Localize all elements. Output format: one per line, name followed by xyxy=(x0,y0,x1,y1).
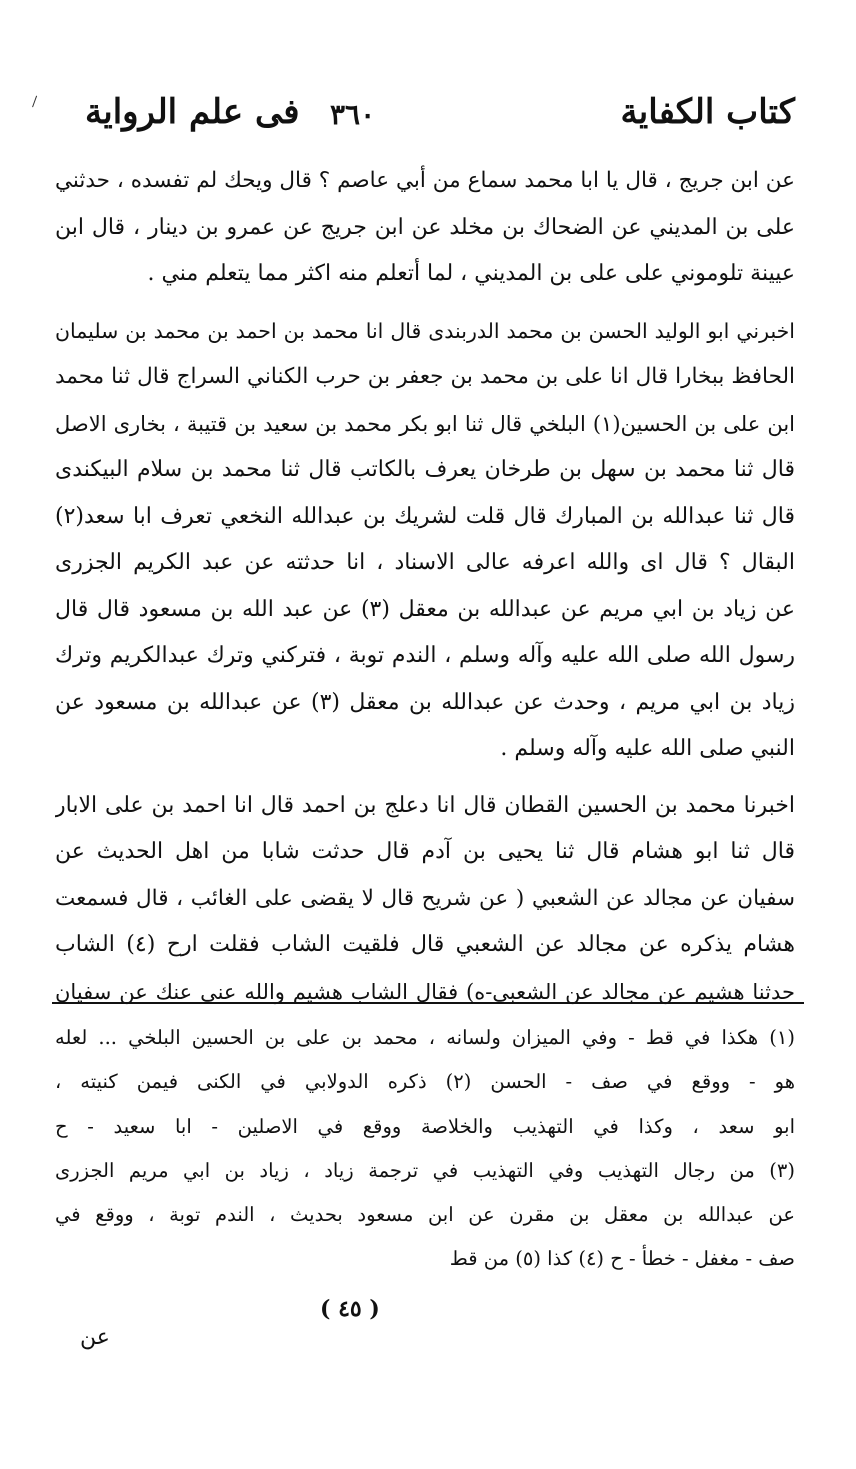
text-line: على بن المديني عن الضحاك بن مخلد عن ابن جريج عن عمرو بن دينار ، قال ابن xyxy=(55,214,795,240)
text-line: البقال ؟ قال اى والله اعرفه عالى الاسناد ، انا حدثته عن عبد الكريم الجزرى xyxy=(55,550,795,575)
footnotes xyxy=(55,1016,795,1282)
text-line: عيينة تلوموني على على بن المديني ، لما أتعلم منه اكثر مما يتعلم مني . xyxy=(147,261,795,286)
footnote-line: (٣) من رجال التهذيب وفي التهذيب في ترجمة زياد ، زياد بن ابي مريم الجزرى xyxy=(55,1158,795,1182)
text-line: قال ثنا محمد بن سهل بن طرخان يعرف بالكاتب قال ثنا محمد بن سلام البيكندى xyxy=(55,457,795,482)
catchword: عن xyxy=(80,1325,110,1350)
footnote-line: هو - ووقع في صف - الحسن (٢) ذكره الدولابي في الكنى فيمن كنيته ، xyxy=(55,1070,795,1094)
text-line: رسول الله صلى الله عليه وآله وسلم ، الندم توبة ، فتركني وترك عبدالكريم وترك xyxy=(55,643,795,668)
book-title: كتاب الكفاية xyxy=(620,92,795,132)
margin-mark xyxy=(32,96,40,109)
paragraph-1 xyxy=(55,158,795,298)
text-line: حدثنا هشيم عن مجالد عن الشعبي-ه) فقال الشاب هشيم والله عنى عنك عن سفيان xyxy=(55,979,795,1004)
text-line: قال ثنا عبدالله بن المبارك قال قلت لشريك بن عبدالله النخعي تعرف ابا سعد(٢) xyxy=(55,503,795,529)
text-line: عن زياد بن ابي مريم عن عبدالله بن معقل (٣) عن عبد الله بن مسعود قال قال xyxy=(55,596,795,622)
text-line: اخبرني ابو الوليد الحسن بن محمد الدربندى قال انا محمد بن احمد بن محمد بن سليمان xyxy=(55,318,795,343)
text-line: عن ابن جريج ، قال يا ابا محمد سماع من أبي عاصم ؟ قال ويحك لم تفسده ، حدثني xyxy=(55,168,795,193)
text-line: هشام يذكره عن مجالد عن الشعبي قال فلقيت الشاب فقلت ارح (٤) الشاب xyxy=(55,932,795,957)
main-text xyxy=(55,158,795,1015)
footnote-line: عن عبدالله بن معقل بن مقرن عن ابن مسعود بحديث ، الندم توبة ، ووقع في xyxy=(55,1203,795,1227)
text-line: سفيان عن مجالد عن الشعبي ( عن شريح قال لا يقضى على الغائب ، قال فسمعت xyxy=(55,885,795,911)
text-line: النبي صلى الله عليه وآله وسلم . xyxy=(500,736,795,761)
paragraph-gap xyxy=(55,298,795,308)
book-subtitle: فى علم الرواية xyxy=(85,92,300,132)
text-line: الحافظ ببخارا قال انا على بن محمد بن جعفر بن حرب الكناني السراج قال ثنا محمد xyxy=(55,364,795,389)
footnote-line: صف - مغفل - خطأ - ح (٤) كذا (٥) من قط xyxy=(449,1247,795,1271)
paragraph-3 xyxy=(55,783,795,1016)
signature-mark: ( ٤٥ ) xyxy=(320,1296,380,1322)
text-line: قال ثنا ابو هشام قال ثنا يحيى بن آدم قال حدثت شابا من اهل الحديث عن xyxy=(55,839,795,864)
paragraph-gap xyxy=(55,773,795,783)
running-header xyxy=(60,92,795,152)
text-line: ابن على بن الحسين(١) البلخي قال ثنا ابو بكر محمد بن سعيد بن قتيبة ، بخارى الاصل xyxy=(55,411,795,436)
footnote-line: ابو سعد ، وكذا في التهذيب والخلاصة ووقع في الاصلين - ابا سعيد - ح xyxy=(55,1114,795,1138)
text-line: زياد بن ابي مريم ، وحدث عن عبدالله بن معقل (٣) عن عبدالله بن مسعود عن xyxy=(55,689,795,715)
page-number: ٣٦٠ xyxy=(330,98,376,131)
footnote-divider xyxy=(52,1002,804,1004)
paragraph-2 xyxy=(55,308,795,773)
footnote-line: (١) هكذا في قط - وفي الميزان ولسانه ، محمد بن على بن الحسين البلخي ... لعله xyxy=(55,1026,795,1049)
text-line: اخبرنا محمد بن الحسين القطان قال انا دعلج بن احمد قال انا احمد بن على الابار xyxy=(55,792,795,818)
